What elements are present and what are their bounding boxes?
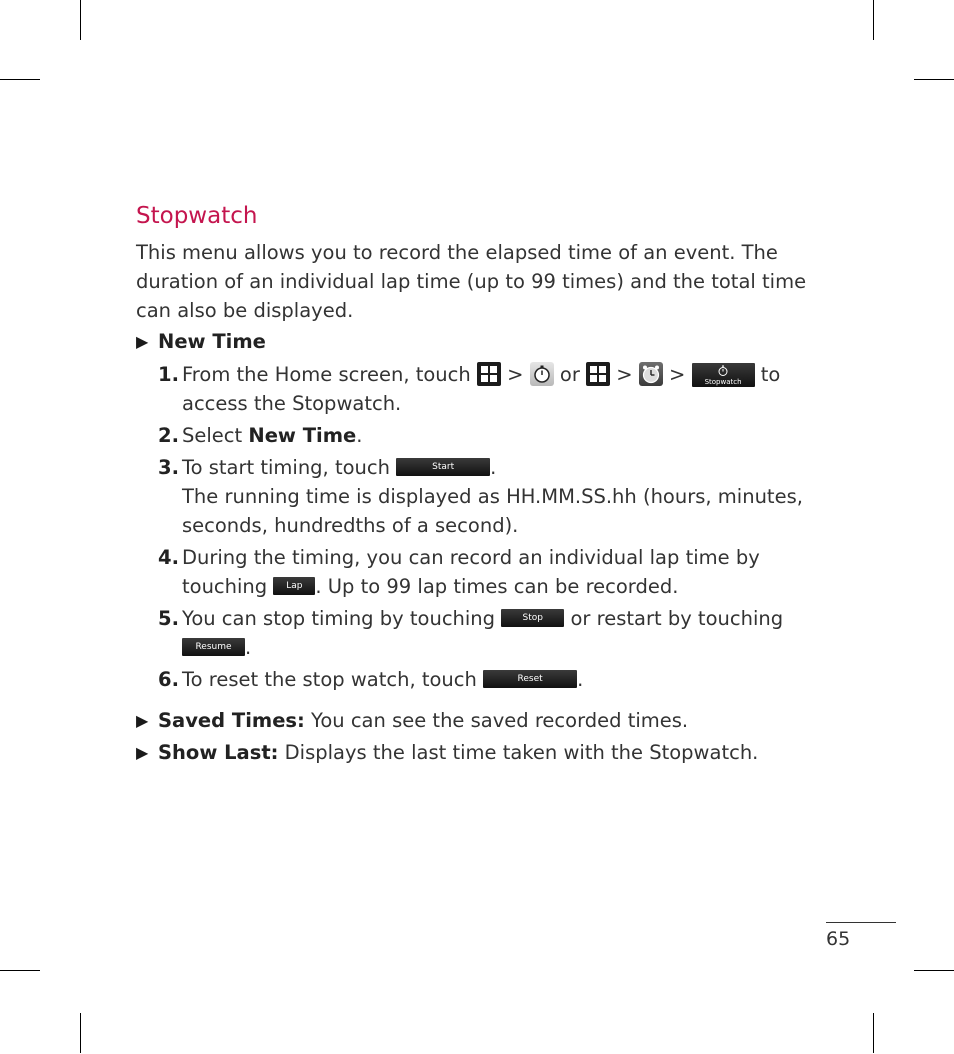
crop-mark: [914, 970, 954, 971]
bullet-triangle-icon: ▶: [136, 743, 149, 762]
new-time-heading: [136, 327, 826, 356]
crop-mark: [873, 0, 874, 40]
step-number: 1.: [158, 363, 179, 386]
step-text: .: [490, 456, 497, 479]
step-text: . Up to 99 lap times can be recorded.: [315, 575, 679, 598]
list-item: [136, 421, 826, 450]
step-text: During the timing, you can record an individual lap time by touching: [182, 546, 760, 598]
crop-mark: [0, 970, 40, 971]
stopwatch-button-label: Stopwatch: [704, 377, 742, 386]
lap-button[interactable]: Lap: [273, 577, 315, 595]
step-number: 6.: [158, 668, 179, 691]
crop-mark: [0, 79, 40, 80]
step-text: >: [669, 363, 686, 386]
steps-list: [136, 360, 826, 694]
start-button[interactable]: Start: [396, 458, 490, 476]
step-text: >: [507, 363, 524, 386]
alarm-clock-icon: [639, 362, 663, 386]
step-text: .: [245, 636, 252, 659]
apps-icon: [477, 362, 501, 386]
page-number-rule: [826, 922, 896, 923]
step-number: 2.: [158, 424, 179, 447]
list-item: [136, 665, 826, 694]
step-text: or restart by touching: [570, 607, 784, 630]
step-number: 3.: [158, 456, 179, 479]
clock-icon: [530, 362, 554, 386]
saved-times-label: Saved Times:: [158, 709, 305, 732]
bullet-triangle-icon: ▶: [136, 332, 149, 351]
list-item: [136, 360, 826, 418]
step-text: Select: [182, 424, 243, 447]
section-title: Stopwatch: [136, 203, 258, 229]
resume-button[interactable]: Resume: [182, 638, 245, 656]
list-item: [136, 543, 826, 601]
page-content: [136, 200, 826, 770]
crop-mark: [80, 1013, 81, 1053]
list-item: [136, 604, 826, 662]
crop-mark: [914, 79, 954, 80]
step-text: .: [577, 668, 584, 691]
crop-mark: [80, 0, 81, 40]
saved-times-item: [136, 706, 826, 735]
step-text: or: [559, 363, 580, 386]
stopwatch-tab-button[interactable]: [692, 363, 755, 387]
step-bold-text: New Time: [248, 424, 357, 447]
step-number: 4.: [158, 546, 179, 569]
new-time-label: New Time: [158, 330, 266, 353]
step-number: 5.: [158, 607, 179, 630]
stop-button[interactable]: Stop: [501, 609, 564, 627]
step-text: From the Home screen, touch: [182, 363, 471, 386]
option-bullets: [136, 706, 826, 767]
intro-paragraph: This menu allows you to record the elapsed time of an event. The duration of an individual lap time (up to 99 times) and the total time can also be displayed.: [136, 241, 807, 322]
step-text: >: [616, 363, 633, 386]
page-number: 65: [826, 928, 851, 950]
step-text: You can stop timing by touching: [182, 607, 496, 630]
crop-mark: [873, 1013, 874, 1053]
show-last-item: [136, 738, 826, 767]
apps-icon: [586, 362, 610, 386]
step-text: to access the Stopwatch.: [182, 363, 781, 415]
reset-button[interactable]: Reset: [483, 670, 577, 688]
list-item: [136, 453, 826, 540]
bullet-triangle-icon: ▶: [136, 711, 149, 730]
show-last-text: Displays the last time taken with the Stopwatch.: [284, 741, 759, 764]
step-text: To reset the stop watch, touch: [182, 668, 477, 691]
show-last-label: Show Last:: [158, 741, 279, 764]
step-text: .: [356, 424, 363, 447]
step-text: To start timing, touch: [182, 456, 390, 479]
saved-times-text: You can see the saved recorded times.: [311, 709, 689, 732]
step-text: The running time is displayed as HH.MM.SS.hh (hours, minutes, seconds, hundredths of a second).: [182, 485, 803, 537]
stopwatch-icon: [717, 365, 729, 377]
